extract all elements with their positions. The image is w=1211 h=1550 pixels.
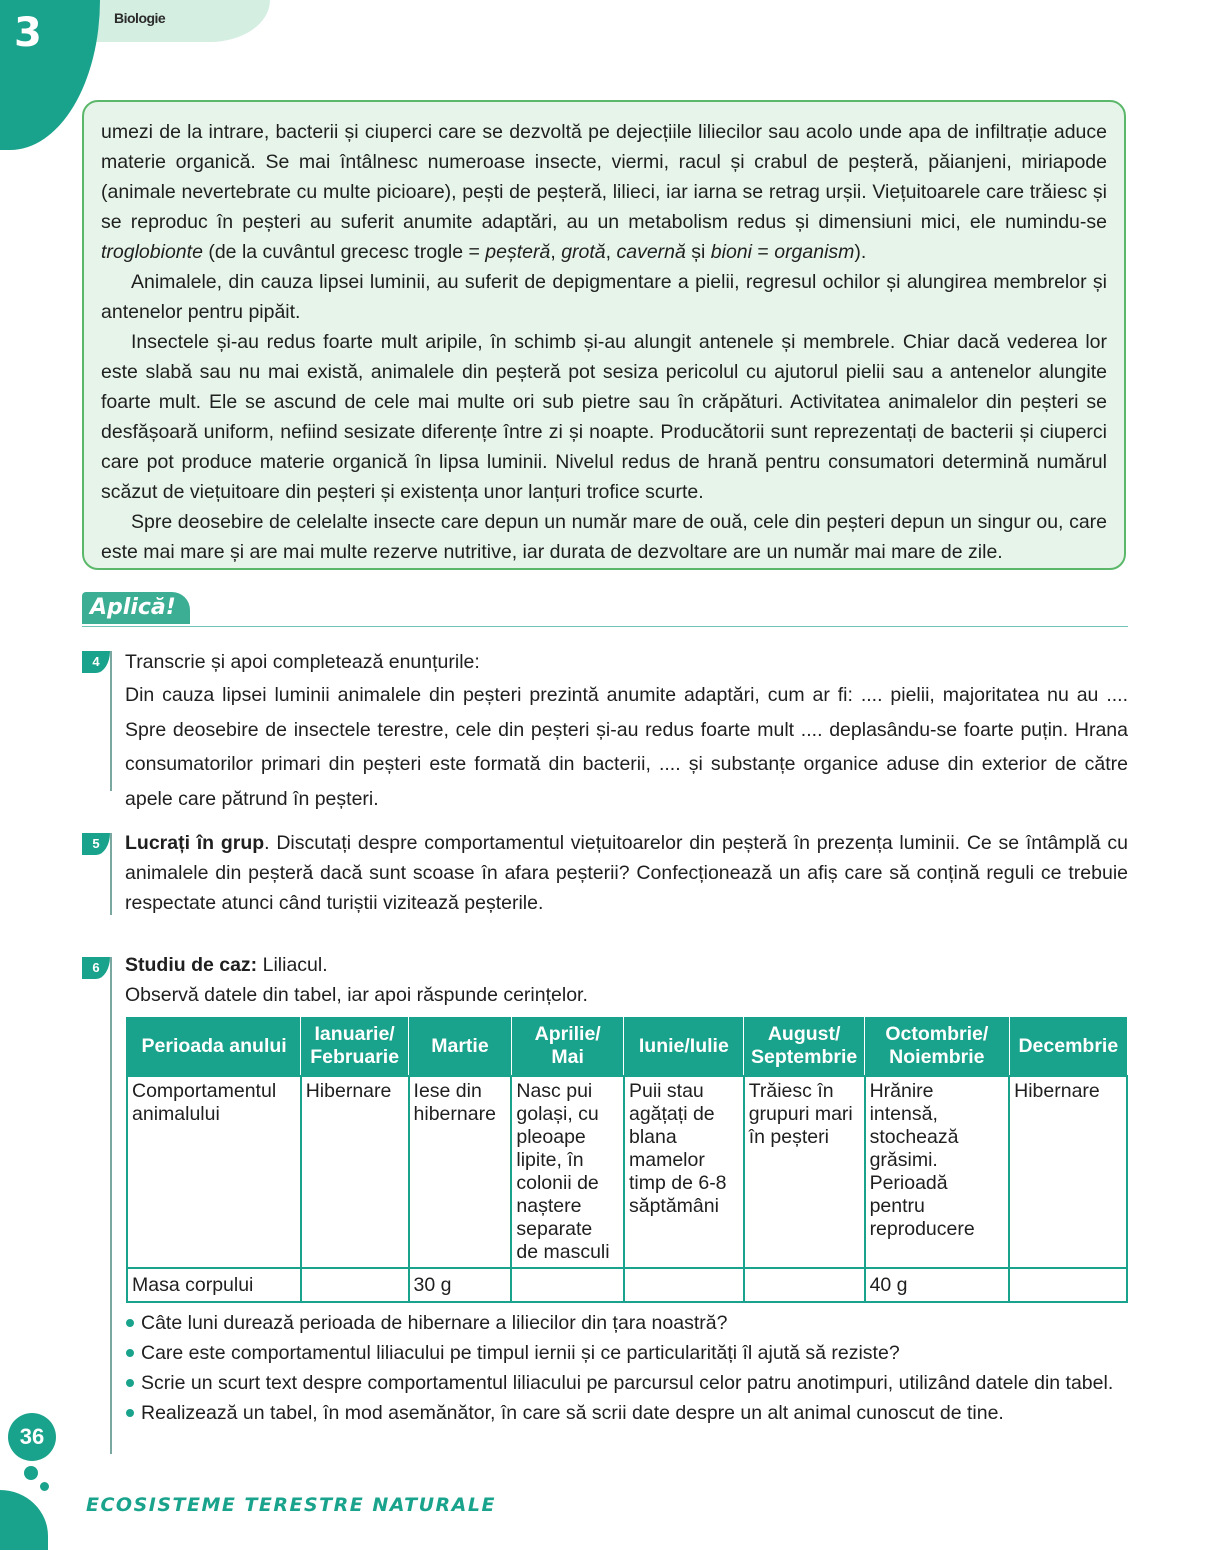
table-header-cell: Decembrie	[1009, 1017, 1127, 1076]
table-cell: Comportamentul animalului	[127, 1076, 301, 1268]
chapter-number: 3	[14, 10, 42, 56]
exercise-5-number: 5	[82, 833, 110, 855]
exercise-4-body: Din cauza lipsei luminii animalele din peșteri prezintă anumite adaptări, cum ar fi: .... pielii, majoritatea nu au .... Spre deosebire de insectele terestre, cele din peșteri și-au redus foarte mult .... deplasându-se foarte puțin. Hrana consumatorilor primari din peșteri este formată din bacterii, .... și substanțe organice aduse din exterior de către apele care pătrund în peșteri.	[125, 684, 1128, 810]
bat-data-table	[126, 1017, 1128, 1303]
exercise-4-instruction: Transcrie și apoi completează enunțurile:	[125, 651, 480, 673]
reading-paragraph-1: umezi de la intrare, bacterii și ciuperci care se dezvoltă pe dejecțiile liliecilor sau acolo unde apa de infiltrație aduce materie organică. Se mai întâlnesc numeroase insecte, viermi, racul și crabul de peșteră, păianjeni, miriapode (animale nevertebrate cu multe picioare), pești de peșteră, lilieci, iar iarna se retrag urșii. Viețuitoarele care trăiesc și se reproduc în peșteri au suferit anumite adaptări, au un metabolism redus și dimensiuni mici, ele numindu-se troglobionte (de la cuvântul grecesc trogle = peșteră, grotă, cavernă și bioni = organism).	[101, 121, 1107, 263]
exercise-4-number: 4	[82, 651, 110, 673]
table-cell	[511, 1268, 624, 1302]
table-cell: Hrănire intensă, stochează grăsimi. Perioadă pentru reproducere	[865, 1076, 1010, 1268]
exercise-6-number: 6	[82, 957, 110, 979]
question-item: Care este comportamentul liliacului pe timpul iernii și ce particularități îl ajută să reziste?	[125, 1338, 1128, 1368]
reading-paragraph-2: Animalele, din cauza lipsei luminii, au suferit de depigmentare a pielii, regresul ochilor și alungirea membrelor și antenelor pentru pipăit.	[101, 271, 1107, 323]
table-header-cell: Aprilie/ Mai	[511, 1017, 624, 1076]
table-cell: Hibernare	[1009, 1076, 1127, 1268]
exercise-6	[125, 950, 1128, 1010]
exercise-5-text: . Discutați despre comportamentul viețuitoarelor din peșteră în prezența luminii. Ce se întâmplă cu animalele din peșteră dacă sunt scoase în afara peșterii? Confecționează un afiș care să conțină reguli ce trebuie respectate atunci când turiștii vizitează peșterile.	[125, 832, 1129, 914]
table-header-cell: Iunie/Iulie	[624, 1017, 744, 1076]
decorative-dot	[24, 1466, 38, 1480]
apply-section-header	[82, 590, 1128, 627]
reading-paragraph-4: Spre deosebire de celelalte insecte care depun un număr mare de ouă, cele din peșteri depun un singur ou, care este mai mare și are mai multe rezerve nutritive, iar durata de dezvoltare are un număr mai mare de zile.	[101, 511, 1107, 563]
table-cell: 30 g	[409, 1268, 512, 1302]
question-item: Realizează un tabel, în mod asemănător, în care să scrii date despre un alt animal cunoscut de tine.	[125, 1398, 1128, 1428]
apply-badge: Aplică!	[82, 592, 190, 624]
page-number: 36	[8, 1413, 56, 1461]
exercise-6-instruction: Observă datele din tabel, iar apoi răspunde cerințelor.	[125, 984, 588, 1006]
question-item: Scrie un scurt text despre comportamentul liliacului pe parcursul celor patru anotimpuri, utilizând datele din tabel.	[125, 1368, 1128, 1398]
table-cell: Puii stau agățați de blana mamelor timp de 6-8 săptămâni	[624, 1076, 744, 1268]
corner-blob	[0, 1490, 48, 1550]
table-cell: Trăiesc în grupuri mari în peșteri	[744, 1076, 865, 1268]
table-header-row	[127, 1017, 1127, 1076]
exercise-5-bar	[110, 833, 112, 915]
exercise-6-bold: Studiu de caz:	[125, 954, 258, 976]
exercise-5-bold: Lucrați în grup	[125, 832, 265, 854]
exercise-4-bar	[110, 651, 112, 791]
subject-label: Biologie	[114, 10, 166, 26]
reading-box	[82, 100, 1126, 570]
table-header-cell: Perioada anului	[127, 1017, 301, 1076]
question-item: Câte luni durează perioada de hibernare a liliecilor din țara noastră?	[125, 1308, 1128, 1338]
decorative-dot	[40, 1482, 49, 1491]
table-cell	[624, 1268, 744, 1302]
exercise-4	[125, 647, 1128, 816]
footer-section-title: ECOSISTEME TERESTRE NATURALE	[86, 1494, 496, 1516]
table-cell: 40 g	[865, 1268, 1010, 1302]
exercise-5	[125, 828, 1128, 918]
table-cell: Nasc pui golași, cu pleoape lipite, în colonii de naștere separate de masculi	[511, 1076, 624, 1268]
table-header-cell: Martie	[409, 1017, 512, 1076]
table-cell	[744, 1268, 865, 1302]
term-troglobionte: troglobionte	[101, 241, 203, 263]
table-header-cell: Octombrie/ Noiembrie	[865, 1017, 1010, 1076]
table-cell	[1009, 1268, 1127, 1302]
table-header-cell: Ianuarie/ Februarie	[301, 1017, 409, 1076]
reading-paragraph-3: Insectele și-au redus foarte mult aripile, în schimb și-au alungit antenele și membrele. Chiar dacă vederea lor este slabă sau nu mai există, animalele din peșteră pot sesiza pericolul cu ajutorul pielii sau a antenelor alungite foarte mult. Ele se ascund de cele mai multe ori sub pietre sau în crăpături. Activitatea animalelor din peșteri se desfășoară uniform, nefiind sesizate diferențe între zi și noapte. Producătorii sunt reprezentați de bacterii și ciuperci care pot produce materie organică în lipsa luminii. Nivelul redus de hrană pentru consumatori determină numărul scăzut de viețuitoare din peșteri și existența unor lanțuri trofice scurte.	[101, 331, 1107, 503]
table-cell: Masa corpului	[127, 1268, 301, 1302]
table-header-cell: August/ Septembrie	[744, 1017, 865, 1076]
subject-band	[70, 0, 270, 42]
question-list	[125, 1308, 1128, 1428]
table-cell	[301, 1268, 409, 1302]
table-cell: Iese din hibernare	[409, 1076, 512, 1268]
exercise-6-bar	[110, 957, 112, 1454]
table-cell: Hibernare	[301, 1076, 409, 1268]
table-row	[127, 1268, 1127, 1302]
table-row	[127, 1076, 1127, 1268]
exercise-6-title: Liliacul.	[257, 954, 328, 976]
